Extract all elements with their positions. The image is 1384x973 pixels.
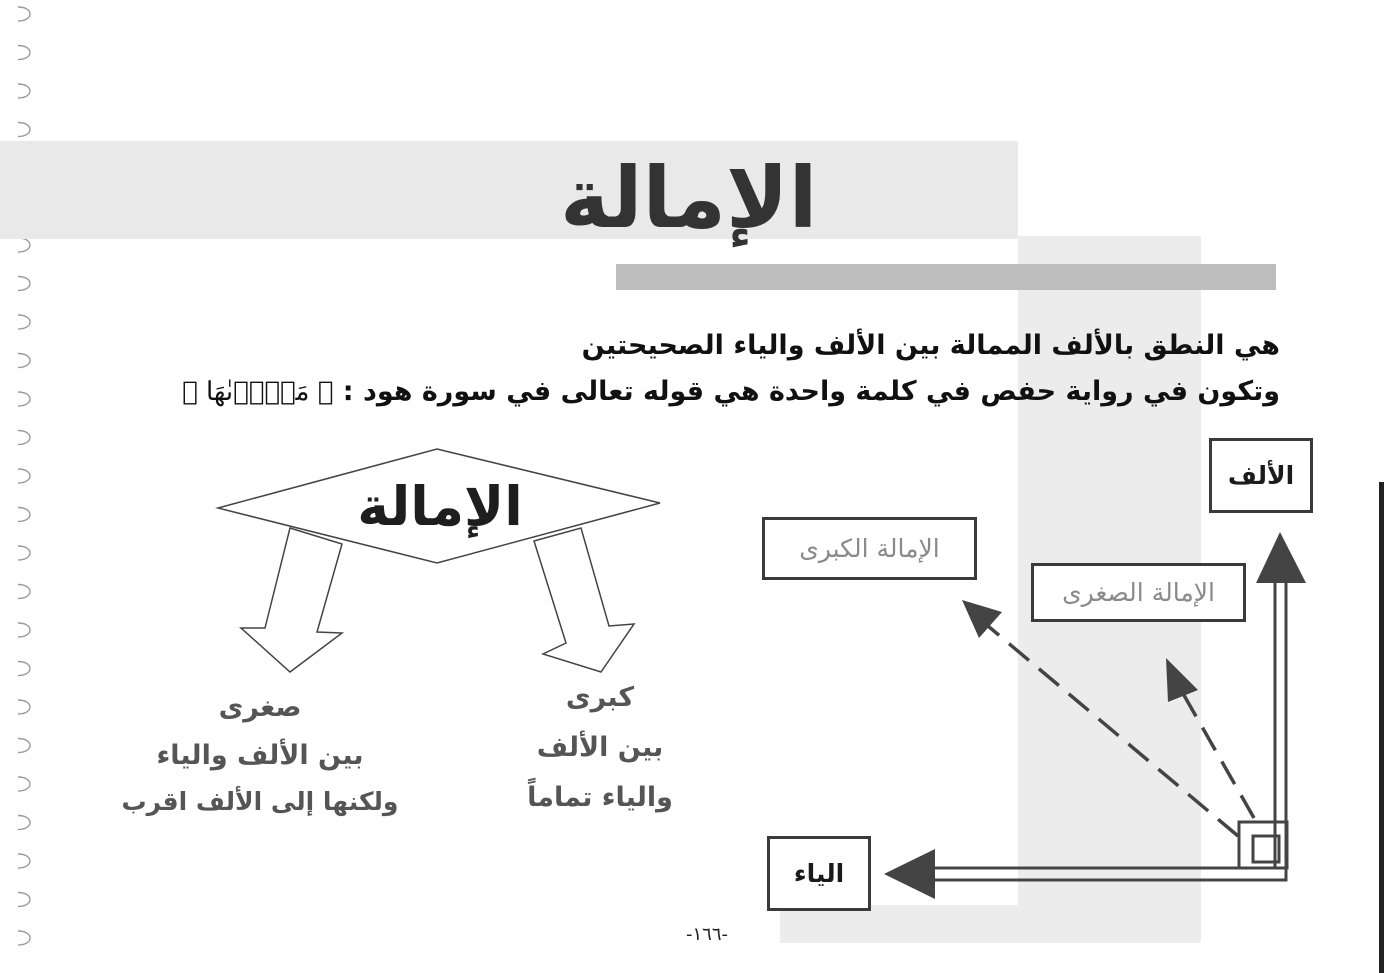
kubra-title: كبرى — [565, 682, 635, 713]
arrowhead-left — [884, 849, 935, 899]
kubra-line-1: بين الألف — [536, 732, 664, 763]
quran-word: ﴿ مَجۡر۪ىٰهَا ﴾ — [182, 377, 334, 407]
sughra-line-1: بين الألف والياء — [156, 740, 364, 771]
sughra-line-2: ولكنها إلى الألف اقرب — [121, 787, 399, 816]
kubra-line-2: والياء تماماً — [527, 782, 673, 813]
definition-line-2-text: وتكون في رواية حفص في كلمة واحدة هي قوله تعالى في سورة هود : — [342, 376, 1280, 407]
kubra-box: الإمالة الكبرى — [762, 517, 977, 580]
sughra-box: الإمالة الصغرى — [1031, 563, 1246, 622]
left-branch-arrow — [241, 528, 342, 672]
sughra-title: صغرى — [218, 692, 302, 723]
sughra-arrowhead — [1166, 658, 1198, 702]
alif-box: الألف — [1209, 438, 1313, 513]
page-number: -١٦٦- — [685, 924, 728, 945]
page-title: الإمالة — [560, 149, 818, 247]
axes — [915, 583, 1287, 880]
yaa-box: الياء — [767, 836, 871, 911]
definition-line-1: هي النطق بالألف الممالة بين الألف والياء الصحيحتين — [581, 330, 1280, 361]
arrowhead-up — [1256, 532, 1306, 583]
kubra-dashed-arrow — [988, 626, 1238, 836]
diamond-label: الإمالة — [357, 475, 523, 538]
